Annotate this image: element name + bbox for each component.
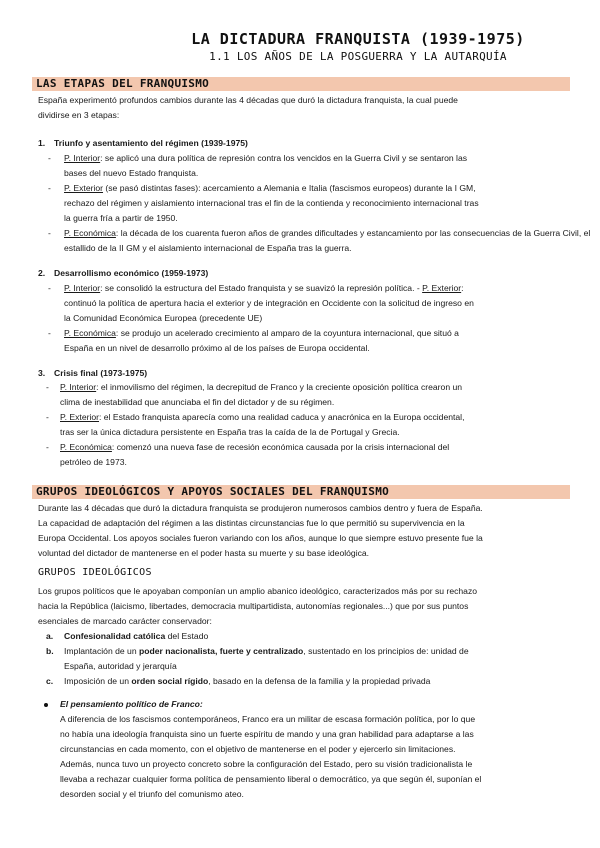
item-label: P. Exterior — [64, 183, 104, 193]
section-heading: LAS ETAPAS DEL FRANQUISMO — [36, 77, 210, 90]
item-text: petróleo de 1973. — [60, 457, 127, 467]
page-title: LA DICTADURA FRANQUISTA (1939-1975) — [191, 30, 525, 48]
item-label: P. Económica — [64, 328, 116, 338]
franco-line: Además, nunca tuvo un proyecto concreto sobre la configuración del Estado, pero su visión tradicionalista le — [60, 759, 473, 769]
list-item — [60, 410, 464, 425]
list-dash: - — [46, 412, 49, 422]
paragraph-line: esenciales de marcado carácter conservador: — [38, 616, 212, 626]
list-dash: - — [48, 183, 51, 193]
list-dash: - — [48, 228, 51, 238]
item-label: P. Económica — [60, 442, 112, 452]
bold-phrase: poder nacionalista, fuerte y centralizado — [139, 646, 304, 656]
list-letter: c. — [46, 676, 54, 686]
franco-line: A diferencia de los fascismos contemporáneos, Franco era un militar de escasa formación política, por lo que — [60, 714, 476, 724]
list-item — [64, 181, 476, 196]
list-item — [60, 380, 462, 395]
item-text: España en un nivel de desarrollo próximo al de los países de Europa occidental. — [64, 343, 370, 353]
list-letter: a. — [46, 631, 54, 641]
paragraph-line: hacia la República (laicismo, libertades, democracia multipartidista, autonomías regionales...) que por sus puntos — [38, 601, 469, 611]
item-text: : comenzó una nueva fase de recesión económica causada por la crisis internacional del — [111, 442, 450, 452]
paragraph-line: voluntad del dictador de mantenerse en el poder hasta su muerte y su base ideológica. — [38, 548, 370, 558]
stage-number: 1. — [38, 138, 46, 148]
bold-phrase: Confesionalidad católica — [64, 631, 166, 641]
franco-line: no había una ideología franquista sino un fuerte espíritu de mando y una gran habilidad para adaptarse a las — [60, 729, 474, 739]
item-label: P. Económica — [64, 228, 116, 238]
item-label: P. Interior — [64, 153, 101, 163]
bullet-icon — [44, 703, 48, 707]
item-text: estallido de la II GM y el aislamiento internacional de España tras la guerra. — [64, 243, 352, 253]
list-item-continuation: España, autoridad y jerarquía — [64, 661, 177, 671]
list-dash: - — [48, 283, 51, 293]
franco-line: circunstancias en cada momento, con el objetivo de mantenerse en el poder y ejercerlo sin limitaciones. — [60, 744, 456, 754]
item-label: P. Exterior — [60, 412, 100, 422]
item-text: clima de inestabilidad que anunciaba el fin del dictador y de su régimen. — [60, 397, 335, 407]
list-letter: b. — [46, 646, 54, 656]
item-label: P. Interior — [60, 382, 97, 392]
franco-line: desorden social y el triunfo del comunismo ateo. — [60, 789, 244, 799]
item-text: rechazo del régimen y aislamiento internacional tras el fin de la contienda y reconocimiento internacional tras — [64, 198, 479, 208]
list-dash: - — [48, 328, 51, 338]
item-text: : la década de los cuarenta fueron años de grandes dificultades y estancamiento por las consecuencias de la Guerra Civil, el — [115, 228, 591, 238]
list-item — [64, 281, 464, 296]
paragraph-line: Europa Occidental. Los apoyos sociales fueron variando con los años, aunque lo que siempre estuvo presente fue la — [38, 533, 483, 543]
intro-line: dividirse en 3 etapas: — [38, 110, 120, 120]
stage-number: 2. — [38, 268, 46, 278]
item-text: la Comunidad Económica Europea (precedente UE) — [64, 313, 263, 323]
list-item — [64, 151, 467, 166]
bold-phrase: orden social rígido — [131, 676, 209, 686]
stage-title: Desarrollismo económico (1959-1973) — [54, 268, 209, 278]
list-item: Confesionalidad católica del Estado — [64, 631, 209, 641]
item-text: bases del nuevo Estado franquista. — [64, 168, 199, 178]
list-item — [64, 326, 459, 341]
item-text: continuó la política de apertura hacia el exterior y de integración en Occidente con la solicitud de ingreso en — [64, 298, 474, 308]
list-dash: - — [48, 153, 51, 163]
stage-number: 3. — [38, 368, 46, 378]
stage-title: Crisis final (1973-1975) — [54, 368, 148, 378]
item-text: : el inmovilismo del régimen, la decrepitud de Franco y la creciente oposición política crearon un — [96, 382, 463, 392]
paragraph-line: Durante las 4 décadas que duró la dictadura franquista se produjeron numerosos cambios dentro y fuera de España. — [38, 503, 483, 513]
list-item — [60, 440, 449, 455]
item-text: (se pasó distintas fases): acercamiento a Alemania e Italia (fascismos europeos) durante la I GM, — [103, 183, 476, 193]
list-item — [64, 226, 590, 241]
paragraph-line: La capacidad de adaptación del régimen a las distintas circunstancias fue lo que permitió su supervivencia en la — [38, 518, 465, 528]
list-item: Implantación de un poder nacionalista, fuerte y centralizado, sustentado en los principios de: unidad de — [64, 646, 469, 656]
page-subtitle: 1.1 LOS AÑOS DE LA POSGUERRA Y LA AUTARQUÍA — [209, 50, 507, 63]
intro-line: España experimentó profundos cambios durante las 4 décadas que duró la dictadura franquista, la cual puede — [38, 95, 458, 105]
item-text: : el Estado franquista aparecía como una realidad caduca y anacrónica en la Europa occidental, — [99, 412, 465, 422]
subsection-heading: GRUPOS IDEOLÓGICOS — [38, 567, 152, 578]
item-text: : se consolidó la estructura del Estado franquista y se suavizó la represión política. - — [100, 283, 423, 293]
item-label: P. Exterior — [422, 283, 462, 293]
paragraph-line: Los grupos políticos que le apoyaban componían un amplio abanico ideológico, caracterizados más por su rechazo — [38, 586, 478, 596]
list-dash: - — [46, 382, 49, 392]
list-item: Imposición de un orden social rígido, basado en la defensa de la familia y la propiedad privada — [64, 676, 431, 686]
item-label: P. Interior — [64, 283, 101, 293]
franco-line: llevaba a rechazar cualquier forma política de pensamiento liberal o democrático, ya que según él, suponían el — [60, 774, 482, 784]
list-dash: - — [46, 442, 49, 452]
franco-heading: El pensamiento político de Franco: — [60, 699, 203, 709]
item-text: : se produjo un acelerado crecimiento al amparo de la coyuntura internacional, que situó a — [115, 328, 459, 338]
item-text: : se aplicó una dura política de represión contra los vencidos en la Guerra Civil y se sentaron las — [100, 153, 468, 163]
item-text: tras ser la única dictadura persistente en España tras la caída de la de Portugal y Grecia. — [60, 427, 400, 437]
stage-title: Triunfo y asentamiento del régimen (1939-1975) — [54, 138, 248, 148]
section-heading: GRUPOS IDEOLÓGICOS Y APOYOS SOCIALES DEL FRANQUISMO — [36, 485, 390, 498]
item-text: : — [461, 283, 464, 293]
item-text: la guerra fría a partir de 1950. — [64, 213, 178, 223]
